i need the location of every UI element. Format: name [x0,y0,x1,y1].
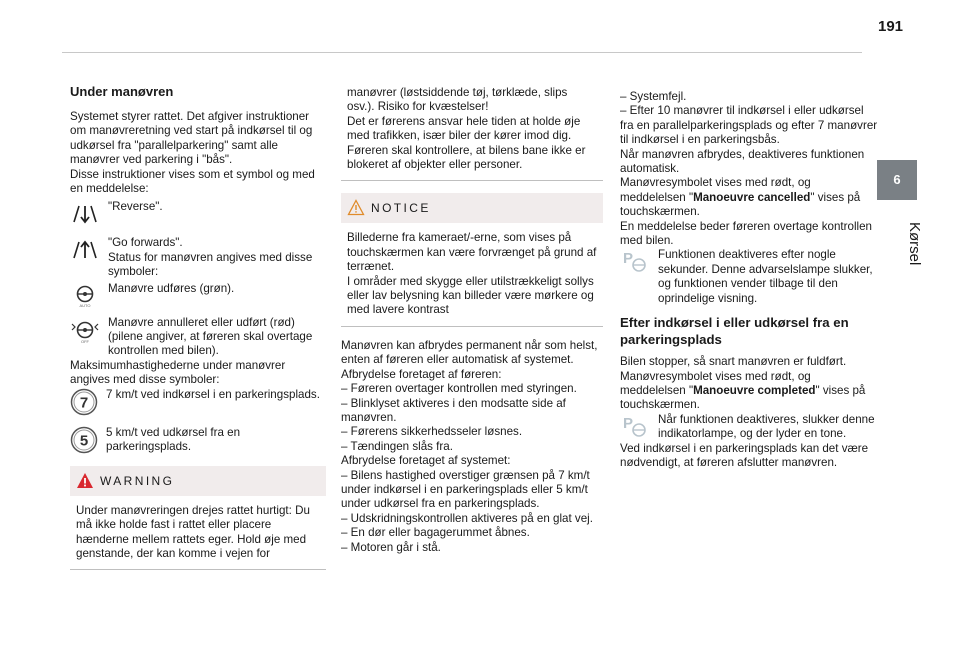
steering-wheel-red-icon [70,318,100,344]
notice-triangle-icon [347,199,365,216]
text-fragment: Manøvresymbolet vises med rødt, og meddelelsen " [620,176,811,204]
warning-header [70,466,326,496]
reverse-arrow-icon [70,200,100,226]
reverse-text: "Reverse". [108,200,163,214]
list-item: – Blinklyset aktiveres i den modsatte side af manøvren. [341,396,566,424]
warning-cont-text: manøvrer (løstsiddende tøj, tørklæde, slips osv.). Risiko for kvæstelser! [347,86,568,114]
list-item: – Motoren går i stå. [341,540,441,554]
svg-text:OFF: OFF [81,338,89,344]
list-item: – Tændingen slås fra. [341,439,453,453]
warning-cont-text: Det er førerens ansvar hele tiden at holde øje med trafikken, især biler der kører imod dig. [347,114,581,143]
list-item: – Bilens hastighed overstiger grænsen på 7 km/t under indkørsel i en parkeringsplads eller 5 km/t under udkørsel fra en parkeringsplads. [341,468,590,511]
notice-text: Billederne fra kameraet/-erne, som vises på touchskærmen kan være forvrænget på grund af terrænet. [347,231,597,274]
svg-text:P: P [623,250,634,268]
paragraph: Systemet styrer rattet. Det afgiver instruktioner om manøvreretning ved start på indkørsel til og udkørsel fra "parallelparkering" samt alle manøvrer ved parkering i "bås". [70,110,313,167]
speed-5-text: 5 km/t ved udkørsel fra en parkeringsplads. [106,425,241,454]
speed-7-badge-icon [70,388,98,416]
svg-text:5: 5 [79,432,89,450]
park-assist-lamp-icon [620,248,650,274]
warning-triangle-icon [76,472,94,489]
notice-body [341,223,603,325]
park-assist-indicator-icon [620,413,650,439]
list-item: – Systemfejl. [620,90,687,103]
text-fragment: " vises på touchskærmen. [620,190,861,219]
warning-lamp-row [620,248,878,306]
text-fragment: " vises på touchskærmen. [620,383,866,412]
warning-title: WARNING [100,473,175,488]
notice-text: I områder med skygge eller utilstrækkeligt sollys eller lav belysning kan billeder være mørkere og med lavere kontrast [347,274,594,317]
list-item: – Efter 10 manøvrer til indkørsel i eller udkørsel fra en parallelparkeringsplads og efter 7 manøvrer til indkørsel i en parkeringsbås. [620,104,878,147]
paragraph: En meddelelse beder føreren overtage kontrollen med bilen. [620,219,872,248]
paragraph [620,370,878,413]
list-item: – En dør eller bagagerummet åbnes. [341,526,530,540]
paragraph: Når manøvren afbrydes, deaktiveres funktionen automatisk. [620,147,865,176]
section-heading-after-parking: Efter indkørsel i eller udkørsel fra en parkeringsplads [620,315,849,348]
list-item: – Førerens sikkerhedsseler løsnes. [341,425,523,439]
warning-continued-box [341,84,603,181]
go-forwards-row [70,234,326,279]
svg-text:AUTO: AUTO [79,302,91,308]
notice-title: NOTICE [371,201,431,216]
speed-5-badge-icon [70,426,98,454]
paragraph: Bilen stopper, så snart manøvren er fuldført. [620,355,847,369]
speed-7-text: 7 km/t ved indkørsel i en parkeringsplads. [106,387,320,401]
paragraph [620,176,878,219]
indicator-text: Når funktionen deaktiveres, slukker denne indikatorlampe, og der lyder en tone. [658,412,875,441]
chapter-label: Kørsel [906,222,923,266]
svg-text:7: 7 [79,394,89,412]
text-fragment: Manøvresymbolet vises med rødt, og meddelelsen " [620,369,811,397]
warning-text: Under manøvreringen drejes rattet hurtigt: Du må ikke holde fast i rattet eller placere hænderne mellem rattets eger. Hold øje med genstande, der kan komme i vejen for [76,503,310,560]
notice-box [341,193,603,326]
list-item: – Udskridningskontrollen aktiveres på en glat vej. [341,511,593,525]
warning-cont-text: Føreren skal kontrollere, at bilens bane ikke er blokeret af objekter eller personer. [347,143,586,172]
header-rule [62,52,862,53]
reverse-row [70,198,326,228]
message-name: Manoeuvre cancelled [693,190,811,204]
red-status-text: Manøvre annulleret eller udført (rød) (pilene angiver, at føreren skal overtage kontrollen med bilen). [108,315,313,358]
forward-arrow-icon [70,236,100,262]
interruption-section [341,339,603,555]
lamp-text: Funktionen deaktiveres efter nogle sekunder. Denne advarselslampe slukker, og funktionen vender tilbage til den oprindelige visning. [658,248,873,305]
warning-continued-body [341,84,603,180]
paragraph: Ved indkørsel i en parkeringsplads kan det være nødvendigt, at føreren afslutter manøvren. [620,441,869,469]
red-status-row [70,316,326,346]
green-status-text: Manøvre udføres (grøn). [108,281,235,295]
speed-5-row [70,426,326,456]
column-1 [70,84,326,570]
paragraph: Disse instruktioner vises som et symbol og med en meddelelse: [70,167,315,196]
steering-wheel-green-icon [70,282,100,308]
notice-header [341,193,603,223]
message-name: Manoeuvre completed [693,383,816,397]
indicator-lamp-row [620,413,878,442]
speed-7-row [70,388,326,418]
paragraph: Afbrydelse foretaget af føreren: [341,367,502,381]
svg-text:P: P [623,414,634,432]
section-heading-during-manoeuvre: Under manøvren [70,84,174,99]
list-item: – Føreren overtager kontrollen med styringen. [341,382,577,396]
column-3 [620,90,878,470]
column-2 [341,84,603,555]
paragraph: Afbrydelse foretaget af systemet: [341,454,511,468]
warning-box [70,466,326,571]
warning-body [70,496,326,570]
paragraph: Manøvren kan afbrydes permanent når som helst, enten af føreren eller automatisk af systemet. [341,338,598,367]
page-number: 191 [878,18,904,35]
speed-intro: Maksimumhastighederne under manøvrer angives med disse symboler: [70,358,286,387]
chapter-tab[interactable]: 6 [877,160,917,200]
go-forwards-text: "Go forwards". [108,236,183,250]
green-status-row [70,280,326,310]
go-forwards-status: Status for manøvren angives med disse symboler: [108,250,313,279]
